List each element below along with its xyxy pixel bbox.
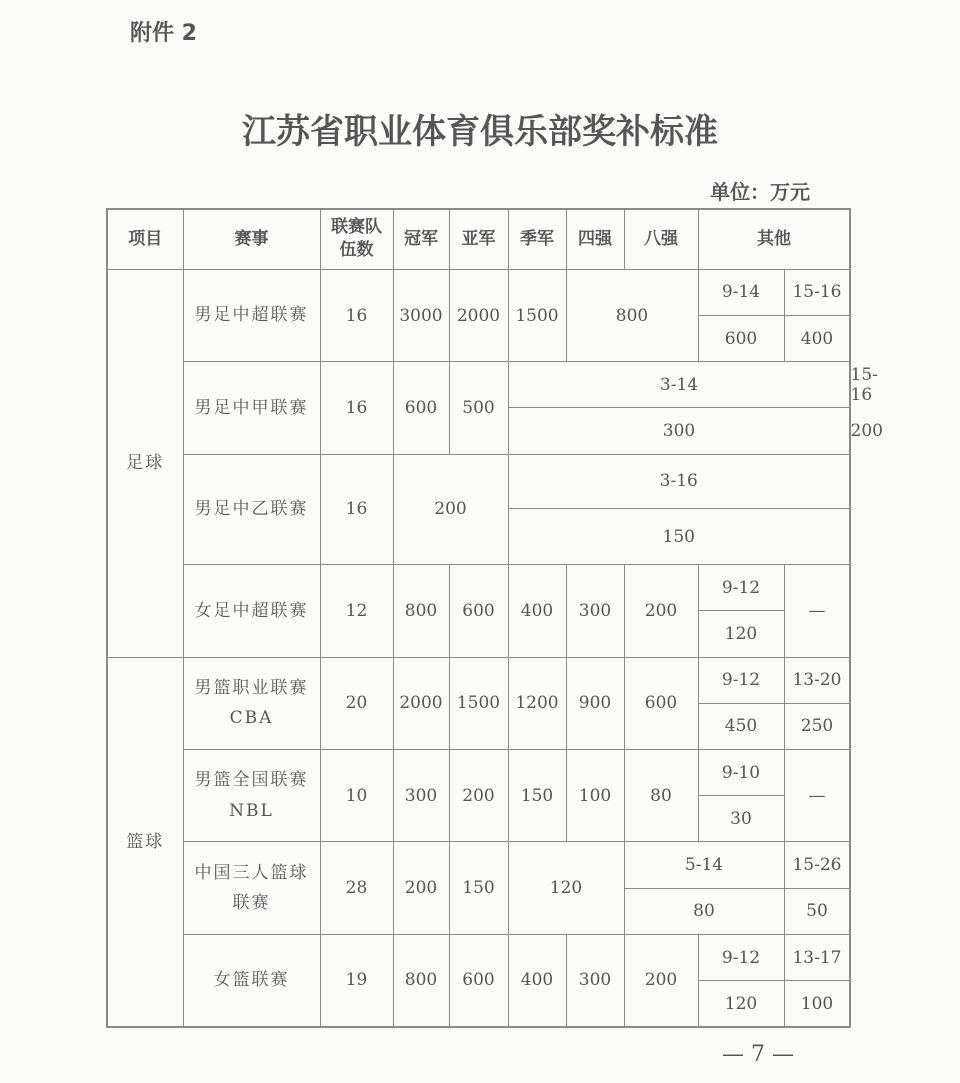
other-a-label: 9-14 — [698, 269, 784, 315]
table-row: 男足中甲联赛 16 600 500 3-14 15-16 — [107, 362, 850, 408]
event-name-line1: 中国三人篮球 — [194, 862, 309, 883]
event-name: 男足中甲联赛 — [183, 362, 320, 454]
header-top4: 四强 — [566, 209, 624, 269]
table-row: 300 200 — [107, 408, 850, 454]
other-b-label: 15-26 — [784, 842, 850, 888]
runner-up-value: 150 — [449, 842, 508, 934]
other-a-value: 120 — [698, 981, 784, 1027]
runner-up-value: 2000 — [449, 269, 508, 361]
category-football: 足球 — [107, 269, 183, 657]
other-a-value: 120 — [698, 611, 784, 657]
teams-count: 19 — [320, 934, 393, 1027]
header-event: 赛事 — [183, 209, 320, 269]
event-name: 男足中超联赛 — [183, 269, 320, 361]
runner-up-value: 500 — [449, 362, 508, 454]
event-name-line1: 男篮全国联赛 — [194, 770, 309, 791]
page-number: — 7 — — [722, 1042, 794, 1067]
header-teams — [320, 209, 393, 269]
other-b-value: — — [784, 565, 850, 657]
teams-count: 16 — [320, 269, 393, 361]
third-value: 1500 — [508, 269, 566, 361]
category-basketball: 篮球 — [107, 657, 183, 1027]
other-a-label: 9-10 — [698, 750, 784, 796]
header-third: 季军 — [508, 209, 566, 269]
event-name: 男足中乙联赛 — [183, 454, 320, 565]
table-row — [107, 269, 850, 315]
range-a-value: 150 — [508, 508, 850, 564]
other-a-label: 9-12 — [698, 565, 784, 611]
header-runner-up: 亚军 — [449, 209, 508, 269]
attachment-label: 附件 2 — [130, 21, 197, 46]
unit-label: 单位：万元 — [710, 180, 810, 204]
header-other: 其他 — [698, 209, 850, 269]
range-a-value: 300 — [508, 408, 850, 454]
subsidy-standards-table — [106, 208, 883, 1028]
champion-value: 600 — [393, 362, 449, 454]
champion-value: 200 — [393, 842, 449, 934]
other-b-label: 15-16 — [784, 269, 850, 315]
other-a-value: 600 — [698, 316, 784, 362]
teams-count: 20 — [320, 657, 393, 749]
teams-count: 12 — [320, 565, 393, 657]
table-row — [107, 565, 850, 611]
top8-value: 200 — [624, 565, 698, 657]
champion-value: 800 — [393, 565, 449, 657]
third-value: 400 — [508, 565, 566, 657]
other-b-value: 50 — [784, 888, 850, 934]
other-a-value: 450 — [698, 703, 784, 749]
champion-value: 2000 — [393, 657, 449, 749]
event-name: 女足中超联赛 — [183, 565, 320, 657]
teams-count: 10 — [320, 750, 393, 842]
table-row — [107, 454, 850, 508]
runner-up-value: 600 — [449, 934, 508, 1027]
champion-value: 300 — [393, 750, 449, 842]
range-a-label: 3-16 — [508, 454, 850, 508]
top4-value: 300 — [566, 934, 624, 1027]
champion-value: 800 — [393, 934, 449, 1027]
runner-up-value: 600 — [449, 565, 508, 657]
header-top8: 八强 — [624, 209, 698, 269]
header-champion: 冠军 — [393, 209, 449, 269]
range-a-value: 80 — [624, 888, 784, 934]
runner-up-value: 1500 — [449, 657, 508, 749]
other-a-label: 9-12 — [698, 657, 784, 703]
other-b-value: — — [784, 750, 850, 842]
table-header-row — [107, 209, 850, 269]
event-name-line2: CBA — [229, 708, 274, 729]
teams-count: 16 — [320, 454, 393, 565]
header-category: 项目 — [107, 209, 183, 269]
champion-value: 3000 — [393, 269, 449, 361]
top8-value: 80 — [624, 750, 698, 842]
top4-top8-value: 800 — [566, 269, 698, 361]
other-a-value: 30 — [698, 796, 784, 842]
top4-value: 100 — [566, 750, 624, 842]
other-b-label: 13-17 — [784, 934, 850, 980]
range-a-label: 5-14 — [624, 842, 784, 888]
table-row — [107, 657, 850, 703]
other-b-value: 100 — [784, 981, 850, 1027]
third-value: 150 — [508, 750, 566, 842]
top8-value: 600 — [624, 657, 698, 749]
event-name-line1: 男篮职业联赛 — [194, 677, 309, 698]
event-name-line2: NBL — [229, 800, 274, 821]
header-teams-label: 联赛队伍数 — [331, 217, 382, 261]
event-name — [183, 750, 320, 842]
event-name: 女篮联赛 — [183, 934, 320, 1027]
other-b-label: 13-20 — [784, 657, 850, 703]
table-row — [107, 750, 850, 796]
other-b-value: 400 — [784, 316, 850, 362]
top8-value: 200 — [624, 934, 698, 1027]
third-value: 400 — [508, 934, 566, 1027]
range-a-label: 3-14 — [508, 362, 850, 408]
teams-count: 16 — [320, 362, 393, 454]
top4-value: 900 — [566, 657, 624, 749]
other-a-label: 9-12 — [698, 934, 784, 980]
event-name — [183, 842, 320, 934]
champion-runner-up-value: 200 — [393, 454, 508, 565]
other-b-value: 250 — [784, 703, 850, 749]
third-top4-value: 120 — [508, 842, 624, 934]
runner-up-value: 200 — [449, 750, 508, 842]
event-name-line2: 联赛 — [232, 893, 271, 914]
teams-count: 28 — [320, 842, 393, 934]
table-row — [107, 842, 850, 888]
third-value: 1200 — [508, 657, 566, 749]
event-name — [183, 657, 320, 749]
top4-value: 300 — [566, 565, 624, 657]
document-title: 江苏省职业体育俱乐部奖补标准 — [242, 112, 718, 152]
table-row — [107, 934, 850, 980]
